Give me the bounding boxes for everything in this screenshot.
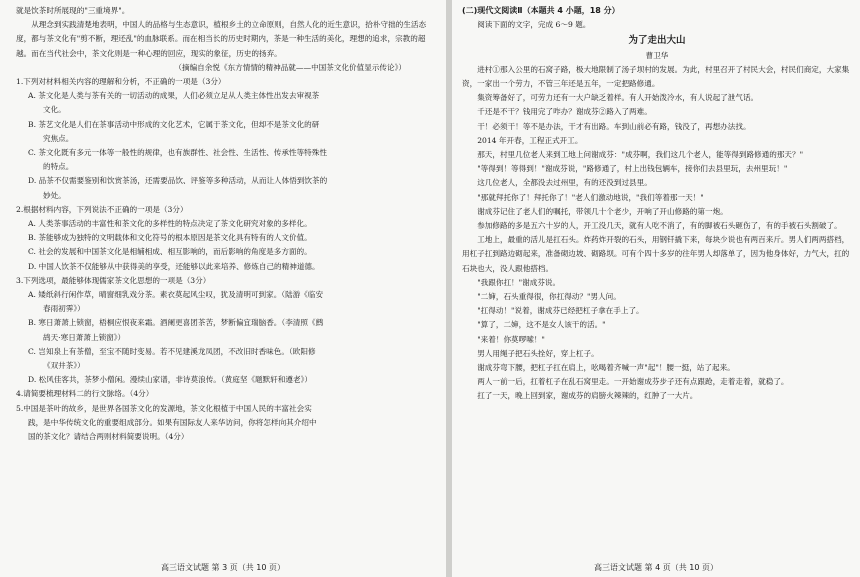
page-footer: 高三语文试题 第 3 页（共 10 页）	[161, 562, 285, 572]
article-paragraph: 集资筹备好了，可劳力还有一大户缺乏着样。有人开始泼冷水，有人说起了泄气话。	[477, 93, 759, 103]
option-1d-cont: 妙处。	[43, 190, 66, 200]
option-1b-cont: 究焦点。	[43, 133, 74, 143]
article-paragraph: 谢成芬记住了老人们的嘱托，带领几十个老少，开响了开山修路的第一炮。	[477, 206, 728, 216]
article-paragraph: 2014 年开春，工程正式开工。	[477, 135, 583, 145]
article-paragraph: 那天，村里几位老人来到工地上问谢成芬："成芬啊，我们这几个老人，能等得到路修通的那天？"	[477, 150, 804, 160]
article-author: 曹卫华	[645, 50, 669, 60]
section-heading: (二)现代文阅读Ⅱ（本题共 4 小题，18 分）	[462, 6, 620, 15]
option-1c-cont: 的特点。	[43, 162, 74, 172]
option-3b: B. 寒日萧萧上锁窗，梧桐应恨夜来霜。酒阑更喜团茶苦，梦断偏宜瑞脑香。（李清照《鹧	[28, 318, 324, 328]
article-paragraph: "等得到！等得到！"谢成芬说，"路修通了，村上出钱包辆车，接你们去县里玩，去州里玩！"	[477, 164, 788, 174]
option-1a: A. 茶文化是人类与茶有关的一切活动的成果，人们必须立足从人类主体性出发去审视茶	[28, 91, 320, 101]
article-body	[462, 63, 852, 404]
question-5-cont: 践，是中华传统文化的重要组成部分。如果有国际友人来华访问，你将怎样向其介绍中	[28, 417, 317, 427]
question-3-stem: 3.下列选项，最能够体现儒家茶文化思想的一项是（3分）	[16, 275, 211, 285]
option-2a: A. 人类茶事活动的丰富性和茶文化的多样性的特点决定了茶文化研究对象的多样化。	[28, 219, 312, 229]
question-5: 5.中国是茶叶的故乡，是世界各国茶文化的发源地，茶文化根植于中国人民的丰富社会实	[16, 403, 312, 413]
option-2b: B. 茶能够成为独特的文明载体和文化符号的根本原因是茶文化具有特有的人文价值。	[28, 233, 312, 243]
option-3a: A. 矮纸斜行闲作草，晴窗细乳戏分茶。素衣莫起风尘叹，犹及清明可到家。（陆游《临安	[28, 290, 324, 300]
article-title: 为了走出大山	[628, 35, 686, 47]
article-paragraph: 这几位老人，全都没去过州里，有的还没到过县里。	[477, 178, 652, 188]
article-paragraph: 进村①那入公里的石窝子路，极大地限制了汤子坝村的发展。为此，村里召开了村民大会，村民们商定，大家集资，一家出一个劳力，不管三年还是五年，一定把路修通。	[462, 64, 850, 89]
option-1b: B. 茶艺文化是人们在茶事活动中形成的文化艺术，它属于茶文化，但却不是茶文化的研	[28, 119, 320, 129]
option-1c: C. 茶文化既有多元一体等一般性的规律，也有族群性、社会性、生活性、传承性等特殊性	[28, 148, 327, 158]
option-1a-cont: 文化。	[43, 105, 66, 115]
article-paragraph: "扛得动！"说着，谢成芬已经把杠子拿在手上了。	[477, 306, 644, 316]
option-1d: D. 品茶不仅需要鉴别和饮赏茶汤，还需要品饮、评鉴等多种活动，从而让人体悟到饮茶的	[28, 176, 328, 186]
article-paragraph: "那就拜托你了！拜托你了！"老人们激动地说，"我们等着那一天！"	[477, 192, 704, 202]
question-2-stem: 2.根据材料内容，下列说法不正确的一项是（3分）	[16, 204, 188, 214]
option-2d: D. 中国人饮茶不仅能够从中获得美的享受，还能够以此来培养、修炼自己的精神道德。	[28, 261, 320, 271]
source-citation: （摘编自余悦《东方情情的精神品就——中国茶文化价值显示传论》）	[174, 62, 406, 72]
option-2c: C. 社会的发展和中国茶文化是相辅相成、相互影响的，而后影响的角度是多方面的。	[28, 247, 312, 257]
option-3d: D. 松风佳客共，茶梦小僧闲。漫续山家谱，非诗莫浪传。（黄庭坚《题默轩和遵老》）	[28, 375, 313, 385]
article-paragraph: 千还是不干？钱用完了咋办？谢成芬②路入了两难。	[477, 107, 652, 117]
article-paragraph: 扛了一天，晚上回到家，谢成芬的肩膀火辣辣的，红肿了一大片。	[477, 391, 698, 401]
article-paragraph: 工地上，最重的活儿是扛石头。炸药炸开裂的石头，用钢钎撬下来，每块少说也有两百来斤。男人们两两搭档，用杠子扛到路边砌起来，准备砌边坡、砌路坝。可有个四十多岁的往年男人却落单了，因为他身体好，力气大，扛的石块也大，没人跟他搭档。	[462, 235, 850, 273]
option-3a-cont: 春雨初霁》）	[43, 304, 85, 314]
article-paragraph: "算了，二婶，这不是女人该干的活。"	[477, 320, 606, 330]
right-page	[452, 0, 860, 577]
article-paragraph: 干！必须干！等不是办法，干才有出路。车到山前必有路，钱没了，再想办法找。	[477, 121, 751, 131]
page-footer: 高三语文试题 第 4 页（共 10 页）	[594, 562, 718, 572]
article-paragraph: "我跟你扛！"谢成芬说。	[477, 277, 561, 287]
intro-line: 就是饮茶时所展现的"三重境界"。	[16, 6, 130, 15]
question-5-cont: 国的茶文化？请结合两则材料简要说明。（4分）	[28, 432, 189, 442]
option-3b-cont: 鸪天·寒日萧萧上锁窗》）	[43, 332, 126, 342]
article-paragraph: 参加修路的多是五六十岁的人，开工没几天，就有人吃不消了，有的脚被石头砸伤了，有的手被石头割破了。	[477, 221, 842, 231]
article-paragraph: 两人一前一后，扛着杠子在乱石窝里走。一开始谢成芬步子还有点跟跄，走着走着，就稳了。	[477, 377, 789, 387]
article-paragraph: "来着！你莫啰嗦！"	[477, 334, 545, 344]
article-paragraph: 男人用绳子把石头拴好，穿上杠子。	[477, 348, 599, 358]
article-paragraph: 谢成芬弯下腰，把杠子扛在肩上，吆喝着齐喊一声"起"！腰一挺，站了起来。	[477, 363, 735, 373]
option-3c: C. 岂知泉上有茶僧，至宝不随时变易。若不见建溪龙凤团，不改旧时香味色。（欧阳修	[28, 346, 316, 356]
paragraph: 从理念到实践清楚地表明，中国人的品格与生态意识，植根乡土的立命原则，自然人化的近生意识，拾朴守拙的生活态度，都与茶文化有"剪不断，理还乱"的血脉联系。而在相当长的历史时期内，茶是一种生活的美化，理想的追求，宗教的超越。而在当代社会中，茶文化则是一种心理的回应，现实的象征，历史的扬弃。	[16, 20, 427, 58]
article-paragraph: "二婶，石头重得很，你扛得动？"男人问。	[477, 292, 621, 302]
question-4: 4.请简要梳理材料二的行文脉络。（4分）	[16, 389, 154, 399]
instruction: 阅读下面的文字，完成 6～9 题。	[477, 20, 591, 30]
option-3c-cont: 《双井茶》）	[43, 361, 85, 371]
question-1-stem: 1.下列对材料相关内容的理解和分析，不正确的一项是（3分）	[16, 77, 226, 87]
